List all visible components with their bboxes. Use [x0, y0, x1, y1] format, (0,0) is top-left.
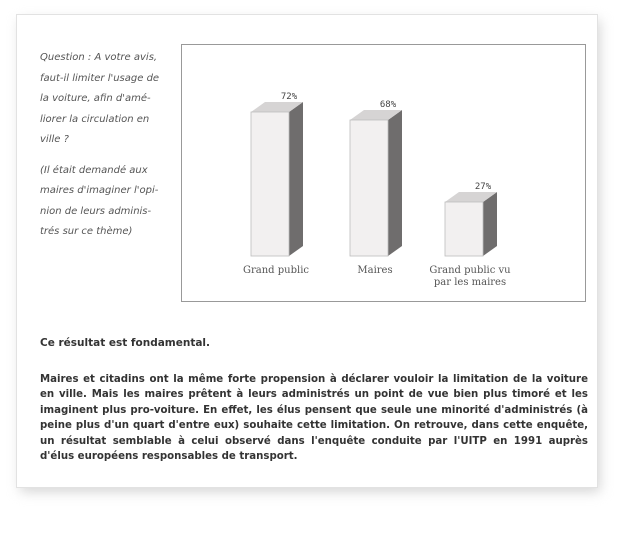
category-label-2	[429, 265, 511, 288]
bar-side-2	[483, 192, 497, 256]
value-label-0: 72%	[280, 92, 298, 102]
bar-side-0	[289, 102, 303, 256]
bar-chart	[182, 45, 585, 301]
bar-2	[445, 202, 483, 256]
section-heading: Ce résultat est fondamental.	[40, 337, 211, 349]
category-label-1	[357, 265, 392, 276]
question-text: Question : A votre avis, faut-il limiter l'usage de la voiture, afin d'amé- liorer la circulation en ville ?	[40, 52, 160, 145]
category-label-0	[243, 265, 309, 276]
category-label-line: Grand public vu	[429, 265, 511, 276]
category-label-line: Maires	[357, 265, 393, 276]
bar-1	[350, 120, 388, 256]
value-label-2: 27%	[474, 182, 492, 192]
bar-side-1	[388, 110, 402, 256]
value-label-1: 68%	[379, 100, 397, 110]
category-label-line: Grand public	[243, 265, 309, 276]
question-note: (Il était demandé aux maires d'imaginer l'opi- nion de leurs adminis- trés sur ce thème)	[40, 164, 159, 237]
body-paragraph: Maires et citadins ont la même forte propension à déclarer vouloir la limitation de la voiture en ville. Mais les maires prêtent à leurs administrés un point de vue bien plus timoré et les imaginent plus pro-voiture. En effet, les élus pensent que seule une minorité d'administrés (à peine plus d'un quart d'entre eux) souhaite cette limitation. On retrouve, dans cette enquête, un résultat semblable à celui observé dans l'enquête conduite par l'UITP en 1991 auprès d'élus européens responsables de transport.	[40, 374, 588, 463]
sidebar	[40, 48, 170, 243]
chart-frame	[181, 44, 586, 302]
category-label-line: par les maires	[433, 277, 507, 288]
bar-0	[251, 112, 289, 256]
